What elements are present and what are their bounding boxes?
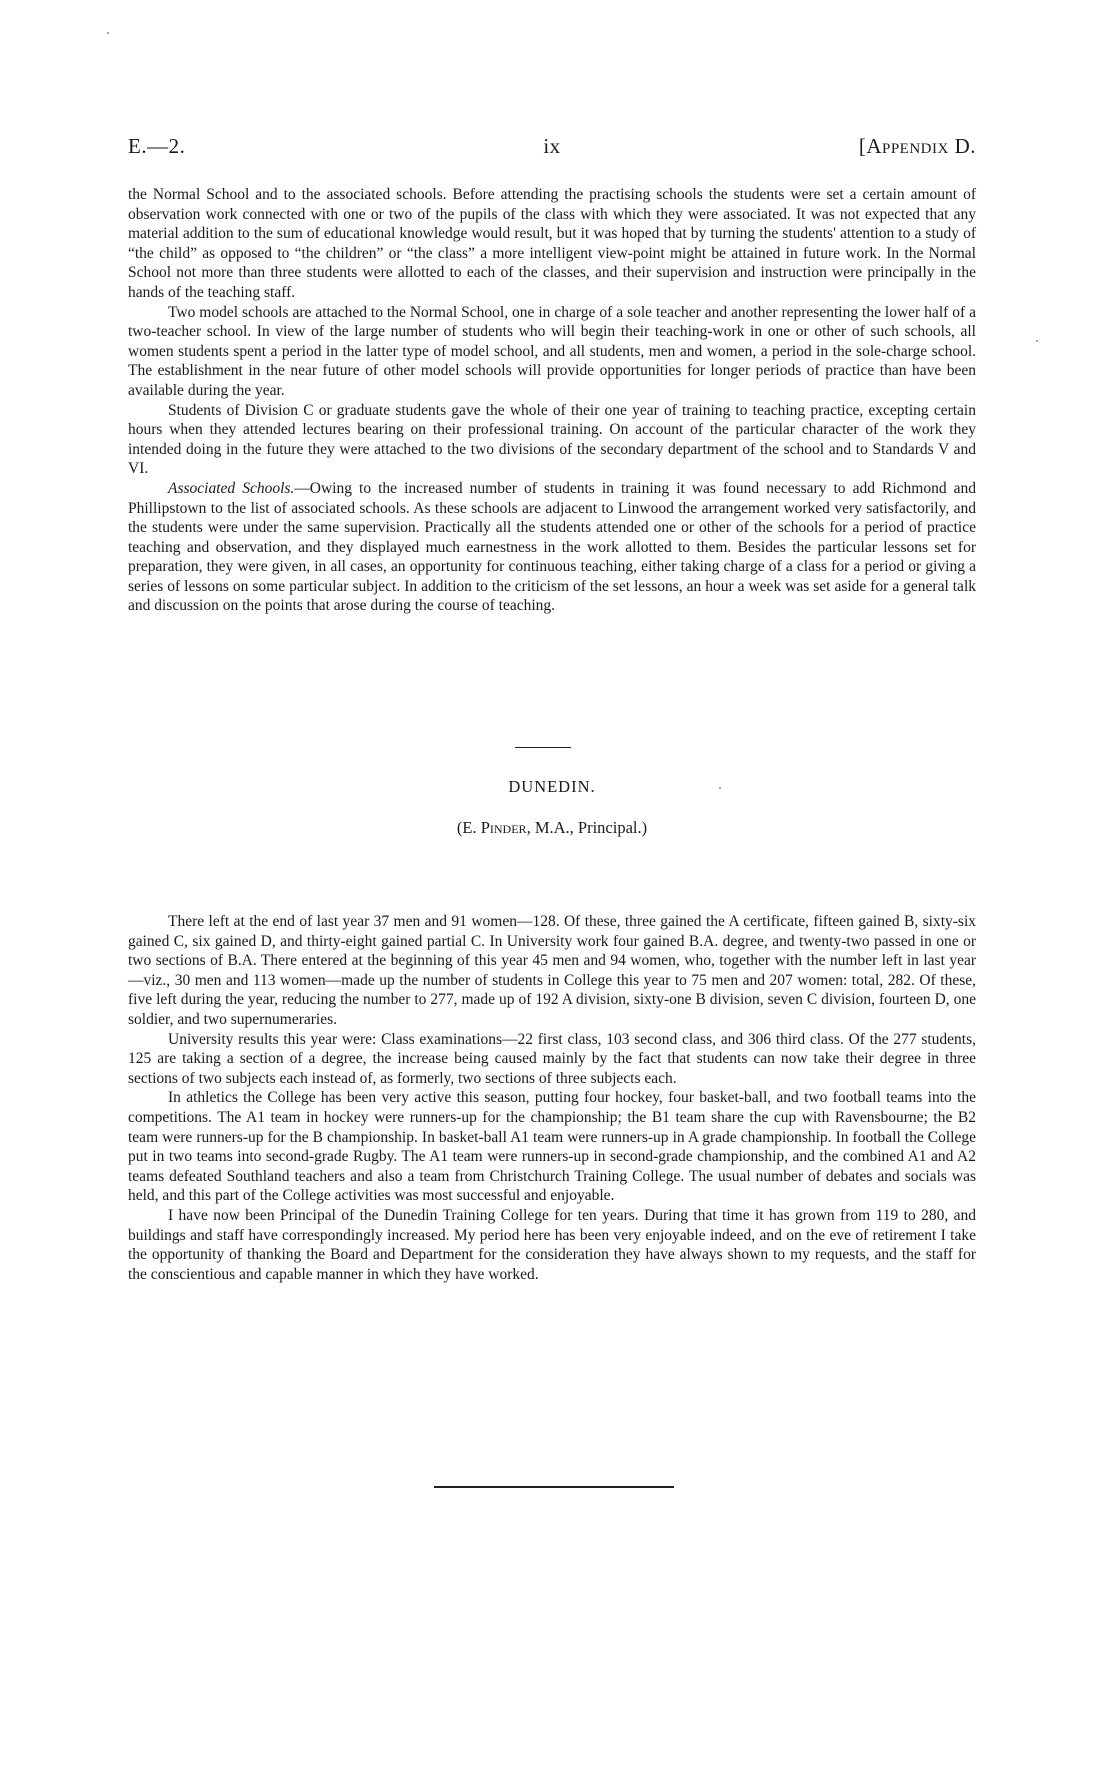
paragraph-text: —Owing to the increased number of students in training it was found necessary to add Richmond and Phillipstown to the list of associated schools. As these schools are adjacent to Linwood the arrangement worked very satisfactorily, and the students were under the same supervision. Practically all the students attended one or other of the schools for a period of practice teaching and observation, and they displayed much earnestness in the work allotted to them. Besides the particular lessons set for preparation, they were given, in all cases, an opportunity for continuous teaching, either taking charge of a class for a period or giving a series of lessons on some particular subject. In addition to the criticism of the set lessons, an hour a week was set aside for a general talk and discussion on the points that arose during the course of teaching. bbox=[128, 479, 977, 615]
paragraph: I have now been Principal of the Dunedin Training College for ten years. During that time it has grown from 119 to 280, and buildings and staff have correspondingly increased. My period here has been very enjoyable indeed, and on the eve of retirement I take the opportunity of thanking the Board and Department for the consideration they have always shown to my requests, and the staff for the conscientious and capable manner in which they have worked. bbox=[128, 1206, 976, 1283]
running-head bbox=[128, 134, 976, 164]
dunedin-section-body bbox=[128, 912, 976, 1284]
scan-speck bbox=[107, 32, 109, 34]
end-rule bbox=[434, 1486, 674, 1488]
christchurch-section-body bbox=[128, 185, 976, 616]
paragraph-heading: Associated Schools. bbox=[168, 479, 295, 497]
page-number: ix bbox=[543, 134, 561, 158]
paragraph: the Normal School and to the associated schools. Before attending the practising schools the students were set a certain amount of observation work connected with one or two of the pupils of the class with which they were associated. It was not expected that any material addition to the sum of educational knowledge would result, but it was hoped that by turning the students' attention to a study of “the child” as opposed to “the children” or “the class” a more intelligent view-point might be attained in future work. In the Normal School not more than three students were allotted to each of the classes, and their supervision and instruction were principally in the hands of the teaching staff. bbox=[128, 186, 976, 301]
author-name: Pinder bbox=[480, 818, 527, 837]
paragraph: There left at the end of last year 37 men and 91 women—128. Of these, three gained the A certificate, fifteen gained B, sixty-six gained C, six gained D, and thirty-eight gained partial C. In University work four gained B.A. degree, and twenty-two passed in one or two sections of B.A. There entered at the beginning of this year 45 men and 94 women, who, together with the number left in last year—viz., 30 men and 113 women—made up the number of students in College this year to 75 men and 207 women: total, 282. Of these, five left during the year, reducing the number to 277, made up of 192 A division, sixty-one B division, seven C division, fourteen D, one soldier, and two supernumeraries. bbox=[128, 913, 976, 1028]
section-author bbox=[128, 818, 976, 838]
header-right: [Appendix D. bbox=[858, 134, 976, 158]
paragraph: Students of Division C or graduate students gave the whole of their one year of training to teaching practice, excepting certain hours when they attended lectures bearing on their professional training. On account of the particular character of the work they intended doing in the future they were attached to the two divisions of the secondary department of the school and to Standards V and VI. bbox=[128, 401, 976, 478]
author-open: (E. bbox=[456, 818, 481, 837]
paragraph bbox=[128, 479, 976, 616]
section-divider bbox=[515, 747, 571, 748]
paragraph: University results this year were: Class examinations—22 first class, 103 second class, and 306 third class. Of the 277 students, 125 are taking a section of a degree, the increase being caused mainly by the fact that students can now take their degree in three sections of two subjects each instead of, as formerly, two sections of three subjects each. bbox=[128, 1030, 976, 1087]
header-left: E.—2. bbox=[128, 134, 186, 158]
scan-speck bbox=[1036, 340, 1038, 342]
section-title: DUNEDIN. bbox=[508, 777, 596, 796]
paragraph: In athletics the College has been very active this season, putting four hockey, four basket-ball, and two football teams into the competitions. The A1 team in hockey were runners-up for the championship; the B1 team share the cup with Ravensbourne; the B2 team were runners-up for the B championship. In basket-ball A1 team were runners-up in A grade championship. In football the College put in two teams into second-grade Rugby. The A1 team were runners-up in second-grade championship, and the combined A1 and A2 teams defeated Southland teachers and also a team from Christchurch Training College. The usual number of debates and socials was held, and this part of the College activities was most successful and enjoyable. bbox=[128, 1089, 976, 1205]
paragraph: Two model schools are attached to the Normal School, one in charge of a sole teacher and another representing the lower half of a two-teacher school. In view of the large number of students who will begin their teaching-work in one or other of such schools, all women students spent a period in the latter type of model school, and all students, men and women, a period in the sole-charge school. The establishment in the near future of other model schools will provide opportunities for longer periods of practice than have been available during the year. bbox=[128, 303, 976, 399]
author-close: , M.A., Principal.) bbox=[526, 818, 648, 837]
